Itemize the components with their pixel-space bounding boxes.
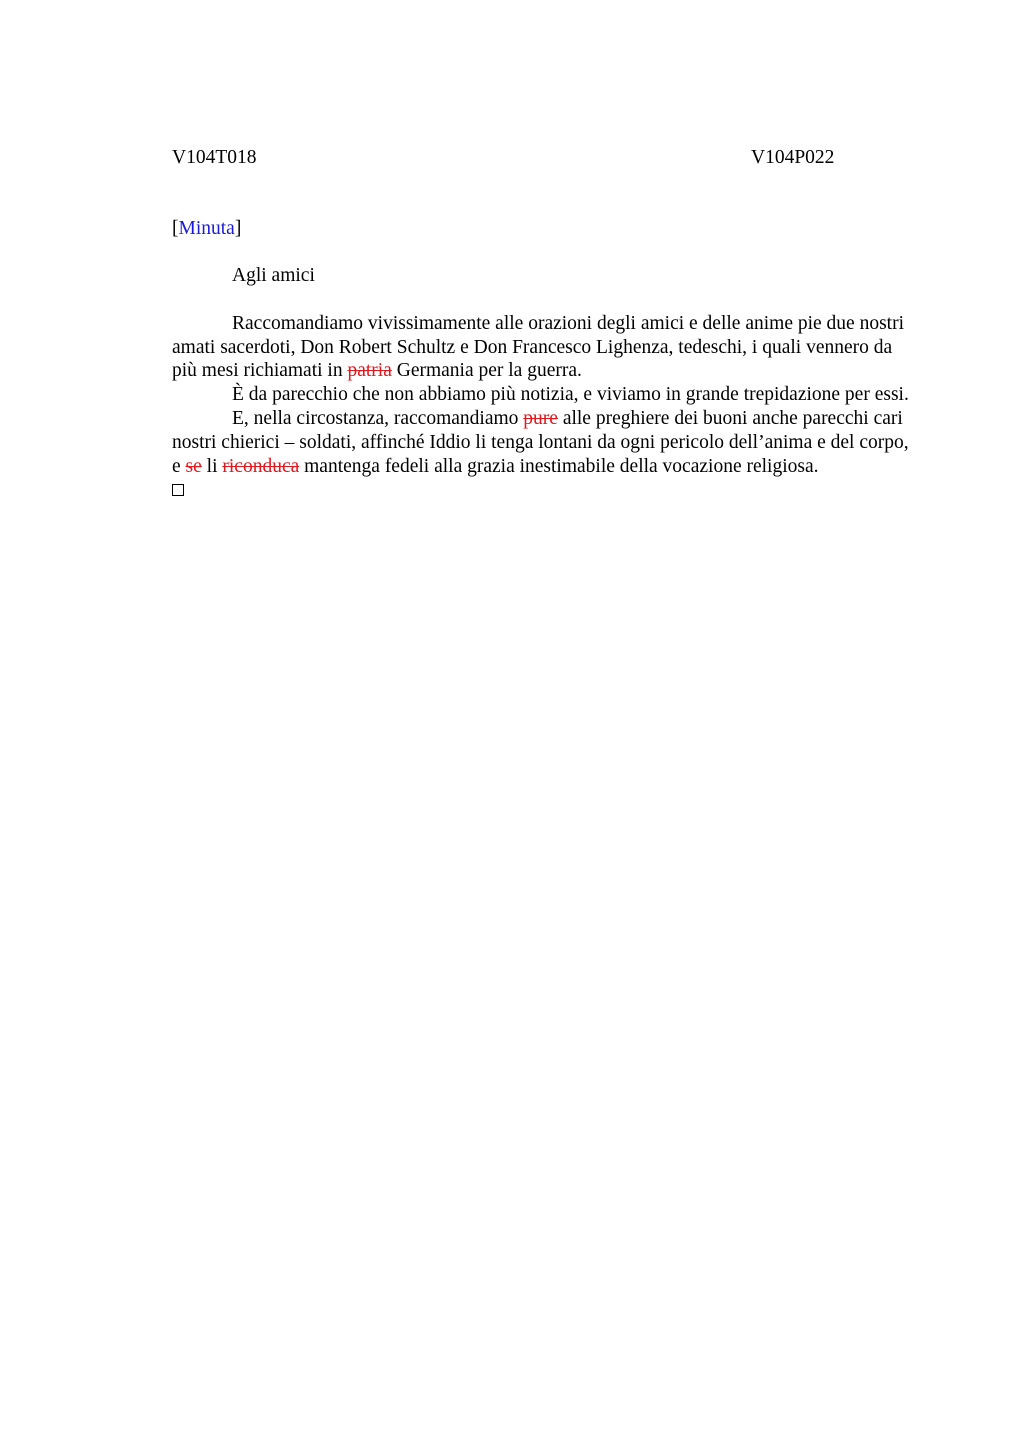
paragraph-1-text-b: Germania per la guerra. bbox=[391, 360, 582, 382]
paragraph-1 bbox=[172, 312, 912, 383]
deleted-word: patria bbox=[347, 360, 392, 382]
paragraph-3 bbox=[172, 407, 912, 478]
salutation: Agli amici bbox=[232, 265, 315, 286]
paragraph-2: È da parecchio che non abbiamo più notizia, e viviamo in grande trepidazione per essi. bbox=[232, 384, 909, 406]
paragraph-3-text-b: alle preghiere dei buoni anche parecchi cari nostri chierici – soldati, affinché Iddio li tenga lontani da ogni pericolo dell’anima e del corpo, e bbox=[172, 407, 909, 477]
editorial-note bbox=[172, 217, 241, 241]
letter-body bbox=[172, 264, 912, 503]
note-label: Minuta bbox=[178, 218, 235, 239]
empty-square-icon bbox=[172, 484, 184, 496]
deleted-word: se bbox=[185, 455, 202, 477]
note-open-bracket: [ bbox=[172, 218, 179, 239]
paragraph-3-text-a: E, nella circostanza, raccomandiamo bbox=[232, 407, 524, 429]
paragraph-3-text-c: li bbox=[201, 455, 223, 477]
document-code-right: V104P022 bbox=[751, 147, 835, 168]
deleted-word: riconduca bbox=[222, 455, 300, 477]
paragraph-3-text-d: mantenga fedeli alla grazia inestimabile della vocazione religiosa. bbox=[299, 455, 819, 477]
end-marker bbox=[172, 478, 912, 503]
paragraph-1-text-a: Raccomandiamo vivissimamente alle orazioni degli amici e delle anime pie due nostri amati sacerdoti, Don Robert Schultz e Don Francesco Lighenza, tedeschi, i quali vennero da più mesi richiamati in bbox=[172, 312, 904, 382]
note-close-bracket: ] bbox=[234, 218, 242, 239]
document-code-left: V104T018 bbox=[172, 147, 257, 168]
deleted-word: pure bbox=[523, 407, 558, 429]
